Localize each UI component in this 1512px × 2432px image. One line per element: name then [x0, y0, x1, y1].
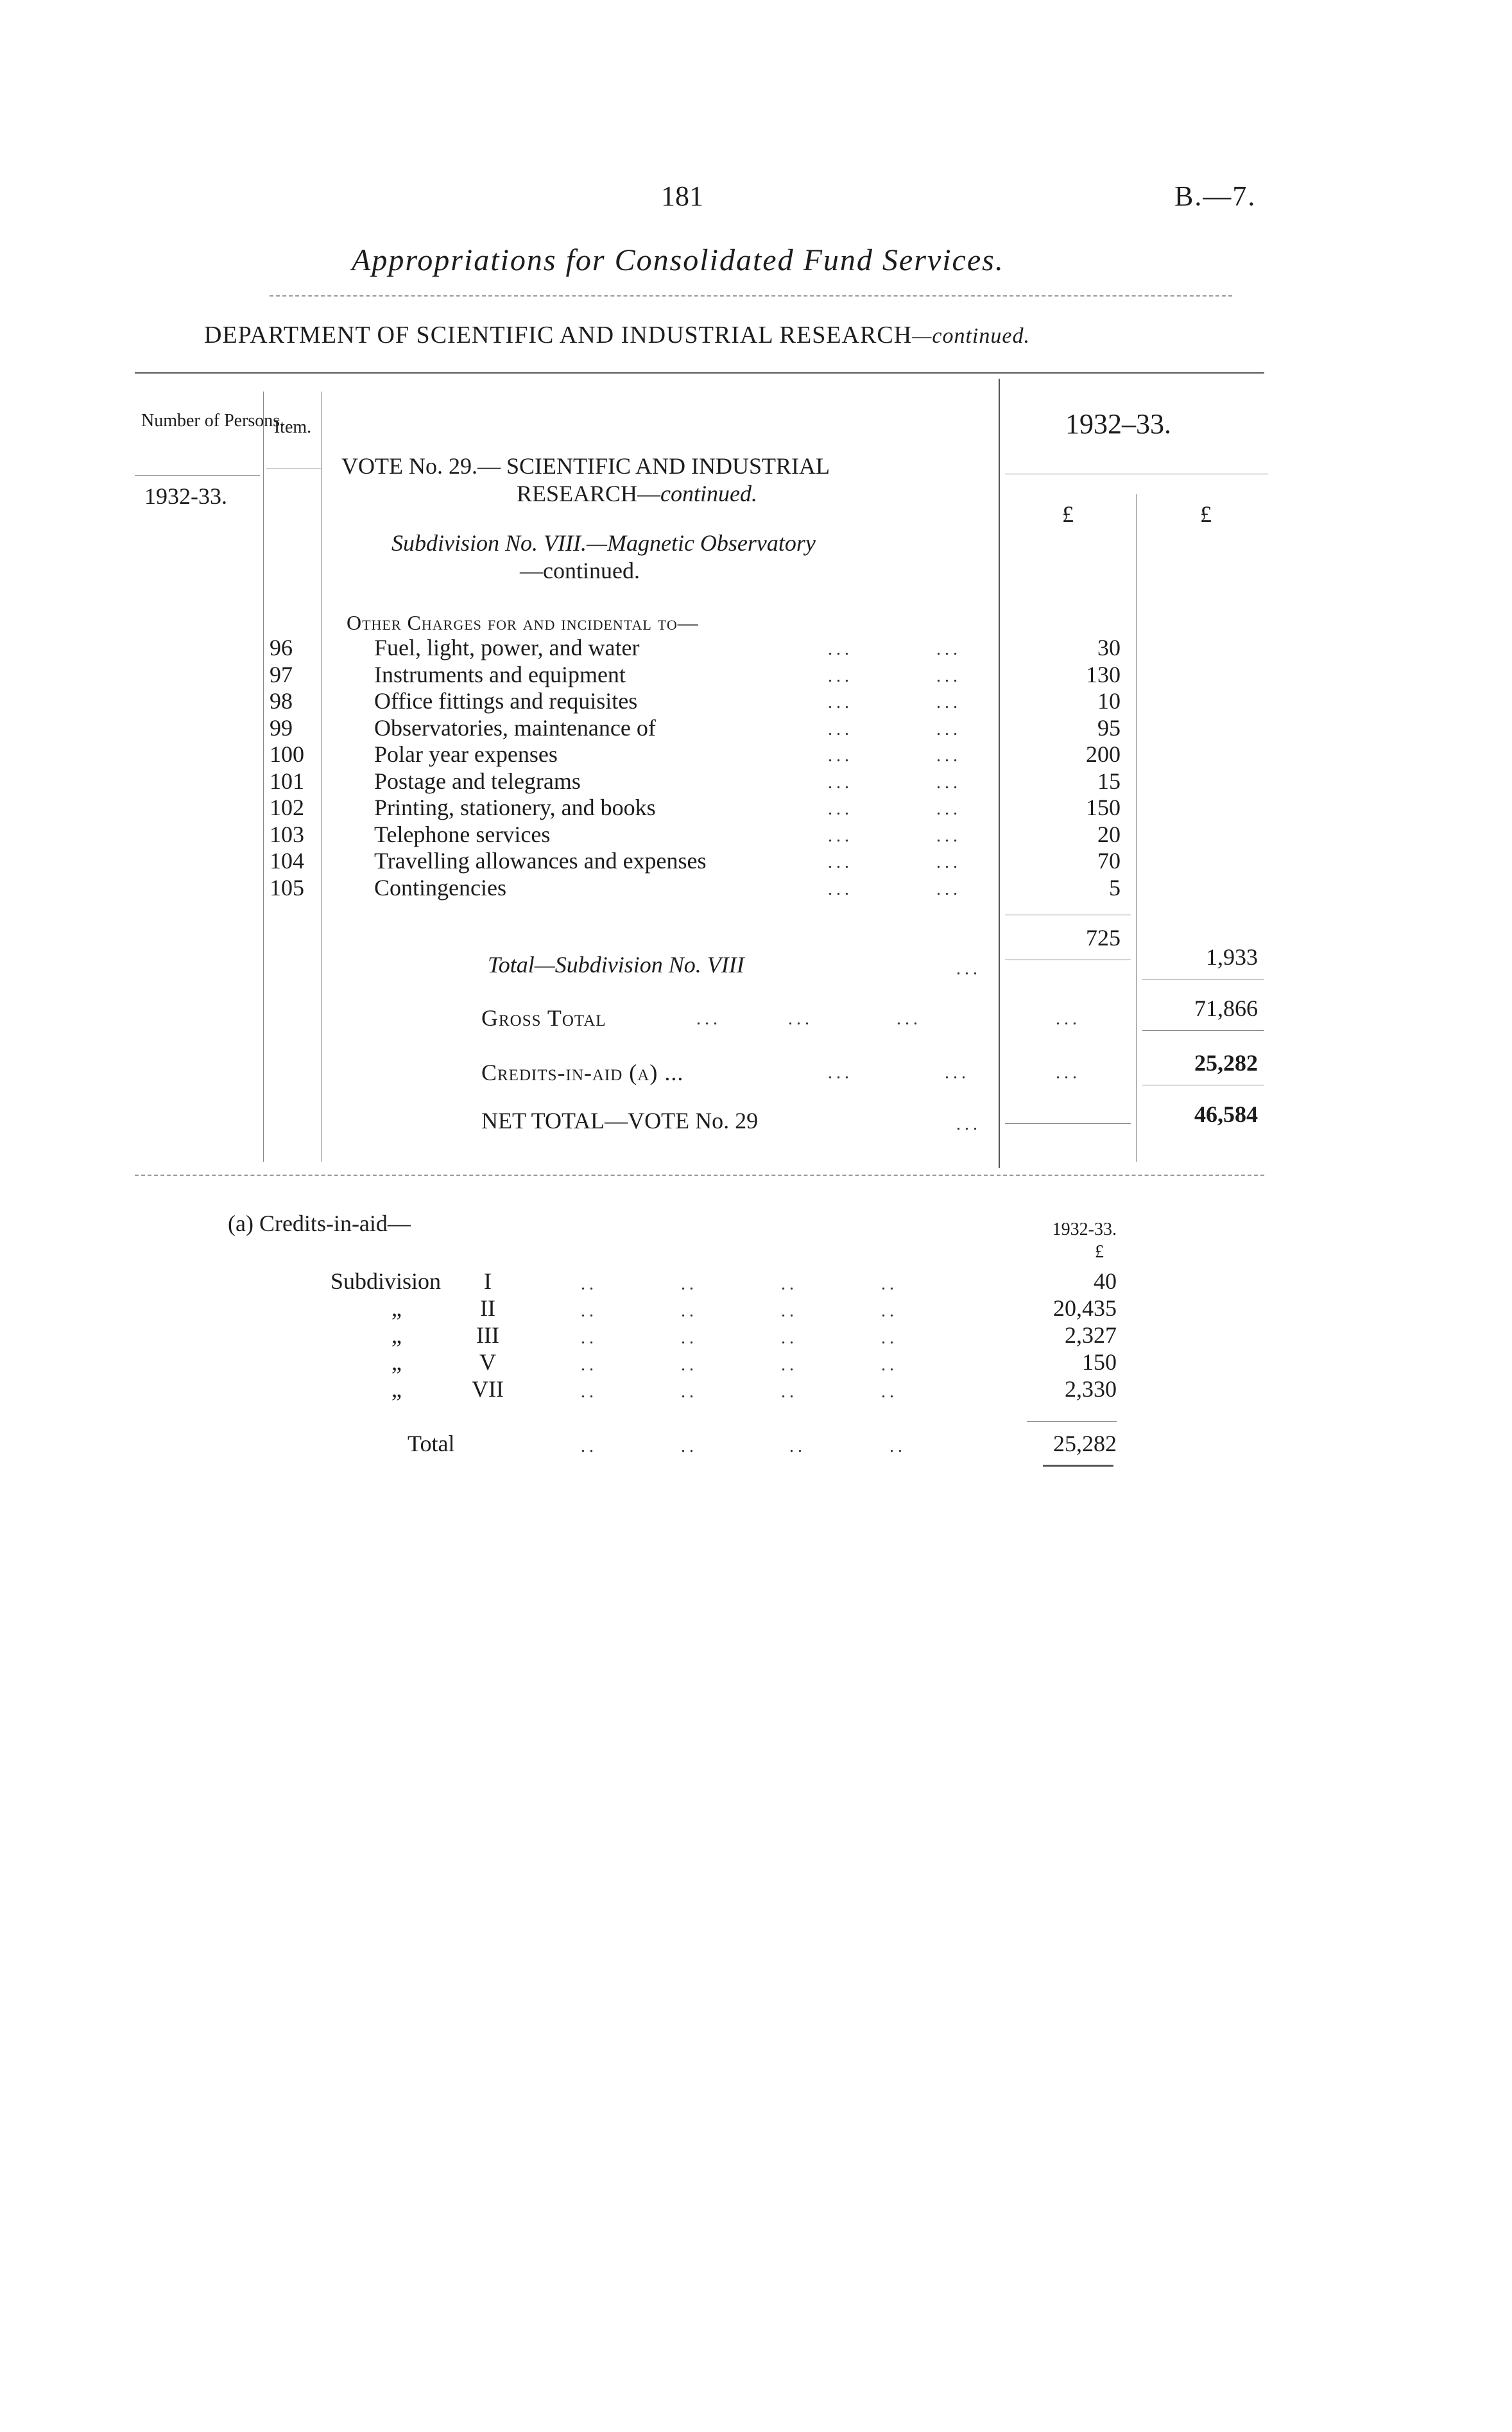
footnote-row-dots: .. .. .. .. [581, 1382, 898, 1402]
item-number: 103 [270, 822, 304, 847]
total-subdivision-dots: ... [956, 959, 981, 979]
department-name: DEPARTMENT OF SCIENTIFIC AND INDUSTRIAL RESEARCH [204, 322, 913, 349]
net-total-value: 46,584 [1194, 1101, 1258, 1127]
footnote-row-subdivision: II [480, 1295, 495, 1321]
col-rule-item [321, 392, 322, 1162]
item-amount: 10 [1097, 688, 1121, 714]
item-leader-dots: ... ... [828, 773, 961, 793]
item-label: Postage and telegrams [374, 768, 581, 794]
gross-total-label: Gross Total [481, 1005, 606, 1031]
item-label: Printing, stationery, and books [374, 795, 656, 820]
item-leader-dots: ... ... [828, 826, 961, 846]
footnote-row-prefix: „ [391, 1376, 402, 1402]
items-subtotal: 725 [1086, 925, 1121, 951]
footnote-row-prefix: „ [391, 1349, 402, 1375]
persons-head-rule [135, 475, 260, 476]
title-rule [270, 295, 1232, 297]
currency-sign-2: £ [1200, 501, 1212, 527]
gross-total-mid: ... [1056, 1009, 1081, 1029]
item-amount: 130 [1086, 662, 1121, 687]
footnote-row-subdivision: I [484, 1268, 492, 1294]
item-header: Item. [273, 417, 312, 437]
item-leader-dots: ... ... [828, 799, 961, 819]
item-leader-dots: ... ... [828, 852, 961, 872]
footnote-total-rule [1027, 1421, 1117, 1422]
vote-title-line1: VOTE No. 29.— SCIENTIFIC AND INDUSTRIAL [341, 453, 830, 479]
item-number: 96 [270, 635, 293, 660]
credits-in-aid-label: Credits-in-aid (a) ... [481, 1060, 684, 1085]
item-number: 105 [270, 875, 304, 901]
other-charges-heading: Other Charges for and incidental to— [347, 611, 699, 634]
col-rule-persons [263, 392, 264, 1162]
footnote-row-subdivision: VII [472, 1376, 504, 1402]
footnote-row-prefix: „ [391, 1322, 402, 1348]
footnote-total-label: Total [408, 1431, 455, 1456]
item-amount: 30 [1097, 635, 1121, 660]
vote-title-continued: continued. [660, 481, 758, 506]
page-title: Appropriations for Consolidated Fund Services. [352, 243, 1004, 277]
item-number: 100 [270, 741, 304, 767]
gross-total-rule [1142, 1030, 1264, 1031]
subdivision-title: Subdivision No. VIII.—Magnetic Observatory [391, 530, 816, 556]
item-label: Travelling allowances and expenses [374, 848, 707, 874]
footnote-row-dots: .. .. .. .. [581, 1355, 898, 1375]
footnote-row-prefix: Subdivision [331, 1268, 442, 1294]
col-rule-amounts [999, 379, 1000, 1168]
item-leader-dots: ... ... [828, 879, 961, 899]
number-of-persons-header: Number of Persons. [141, 411, 285, 431]
currency-sign-1: £ [1062, 501, 1074, 527]
item-amount: 200 [1086, 741, 1121, 767]
footnote-row-dots: .. .. .. .. [581, 1301, 898, 1321]
gross-total-dots: ... ... ... [696, 1009, 922, 1029]
persons-year-header: 1932-33. [144, 483, 227, 509]
total-subdivision-value: 1,933 [1206, 944, 1258, 970]
credits-in-aid-value: 25,282 [1194, 1050, 1258, 1076]
footnote-row-value: 150 [1082, 1349, 1117, 1375]
item-leader-dots: ... ... [828, 720, 961, 739]
footnote-heading: (a) Credits-in-aid— [228, 1211, 411, 1236]
footnote-row-value: 40 [1094, 1268, 1117, 1294]
item-label: Instruments and equipment [374, 662, 626, 687]
footnote-row-value: 20,435 [1053, 1295, 1117, 1321]
footnote-row-value: 2,327 [1065, 1322, 1117, 1348]
item-number: 101 [270, 768, 304, 794]
item-label: Telephone services [374, 822, 551, 847]
item-label: Office fittings and requisites [374, 688, 638, 714]
footnote-row-dots: .. .. .. .. [581, 1274, 898, 1294]
footnote-row-subdivision: V [479, 1349, 496, 1375]
credits-mid: ... [1056, 1063, 1081, 1083]
item-leader-dots: ... ... [828, 666, 961, 686]
page-number: 181 [661, 180, 703, 212]
footnote-total-double-rule [1043, 1465, 1113, 1467]
footnote-total-dots: .. .. .. .. [581, 1436, 906, 1456]
table-top-rule [135, 372, 1264, 374]
item-label: Contingencies [374, 875, 506, 901]
item-amount: 70 [1097, 848, 1121, 874]
item-number: 99 [270, 715, 293, 741]
net-total-label: NET TOTAL—VOTE No. 29 [481, 1108, 759, 1134]
col-rule-totals [1136, 494, 1137, 1162]
amounts-year-header: 1932–33. [1065, 408, 1171, 440]
item-amount: 150 [1086, 795, 1121, 820]
vote-title-line2 [517, 480, 757, 507]
subdivision-continued: —continued. [520, 558, 640, 583]
item-leader-dots: ... ... [828, 746, 961, 766]
department-suffix: —continued. [912, 324, 1030, 348]
footnote-year: 1932-33. [1052, 1220, 1117, 1239]
footnote-currency: £ [1095, 1242, 1104, 1262]
item-number: 97 [270, 662, 293, 687]
item-amount: 95 [1097, 715, 1121, 741]
total-subdivision-label: Total—Subdivision No. VIII [488, 952, 744, 978]
item-amount: 5 [1109, 875, 1121, 901]
footnote-row-value: 2,330 [1065, 1376, 1117, 1402]
footnote-row-dots: .. .. .. .. [581, 1328, 898, 1348]
footnote-row-prefix: „ [391, 1295, 402, 1321]
footnote-row-subdivision: III [476, 1322, 499, 1348]
net-total-dash [1005, 1123, 1131, 1124]
item-amount: 20 [1097, 822, 1121, 847]
gross-total-value: 71,866 [1194, 996, 1258, 1021]
page-reference: B.—7. [1174, 180, 1257, 212]
footnote-total-value: 25,282 [1053, 1431, 1117, 1456]
item-leader-dots: ... ... [828, 639, 961, 659]
department-heading [204, 321, 1030, 349]
item-number: 102 [270, 795, 304, 820]
item-amount: 15 [1097, 768, 1121, 794]
item-number: 98 [270, 688, 293, 714]
net-total-dots: ... [956, 1114, 981, 1134]
item-label: Fuel, light, power, and water [374, 635, 640, 660]
table-bottom-rule [135, 1175, 1264, 1176]
credits-dots: ... ... [828, 1063, 970, 1083]
item-number: 104 [270, 848, 304, 874]
item-leader-dots: ... ... [828, 693, 961, 712]
item-label: Polar year expenses [374, 741, 558, 767]
item-label: Observatories, maintenance of [374, 715, 656, 741]
vote-title-research: RESEARCH— [517, 481, 661, 506]
